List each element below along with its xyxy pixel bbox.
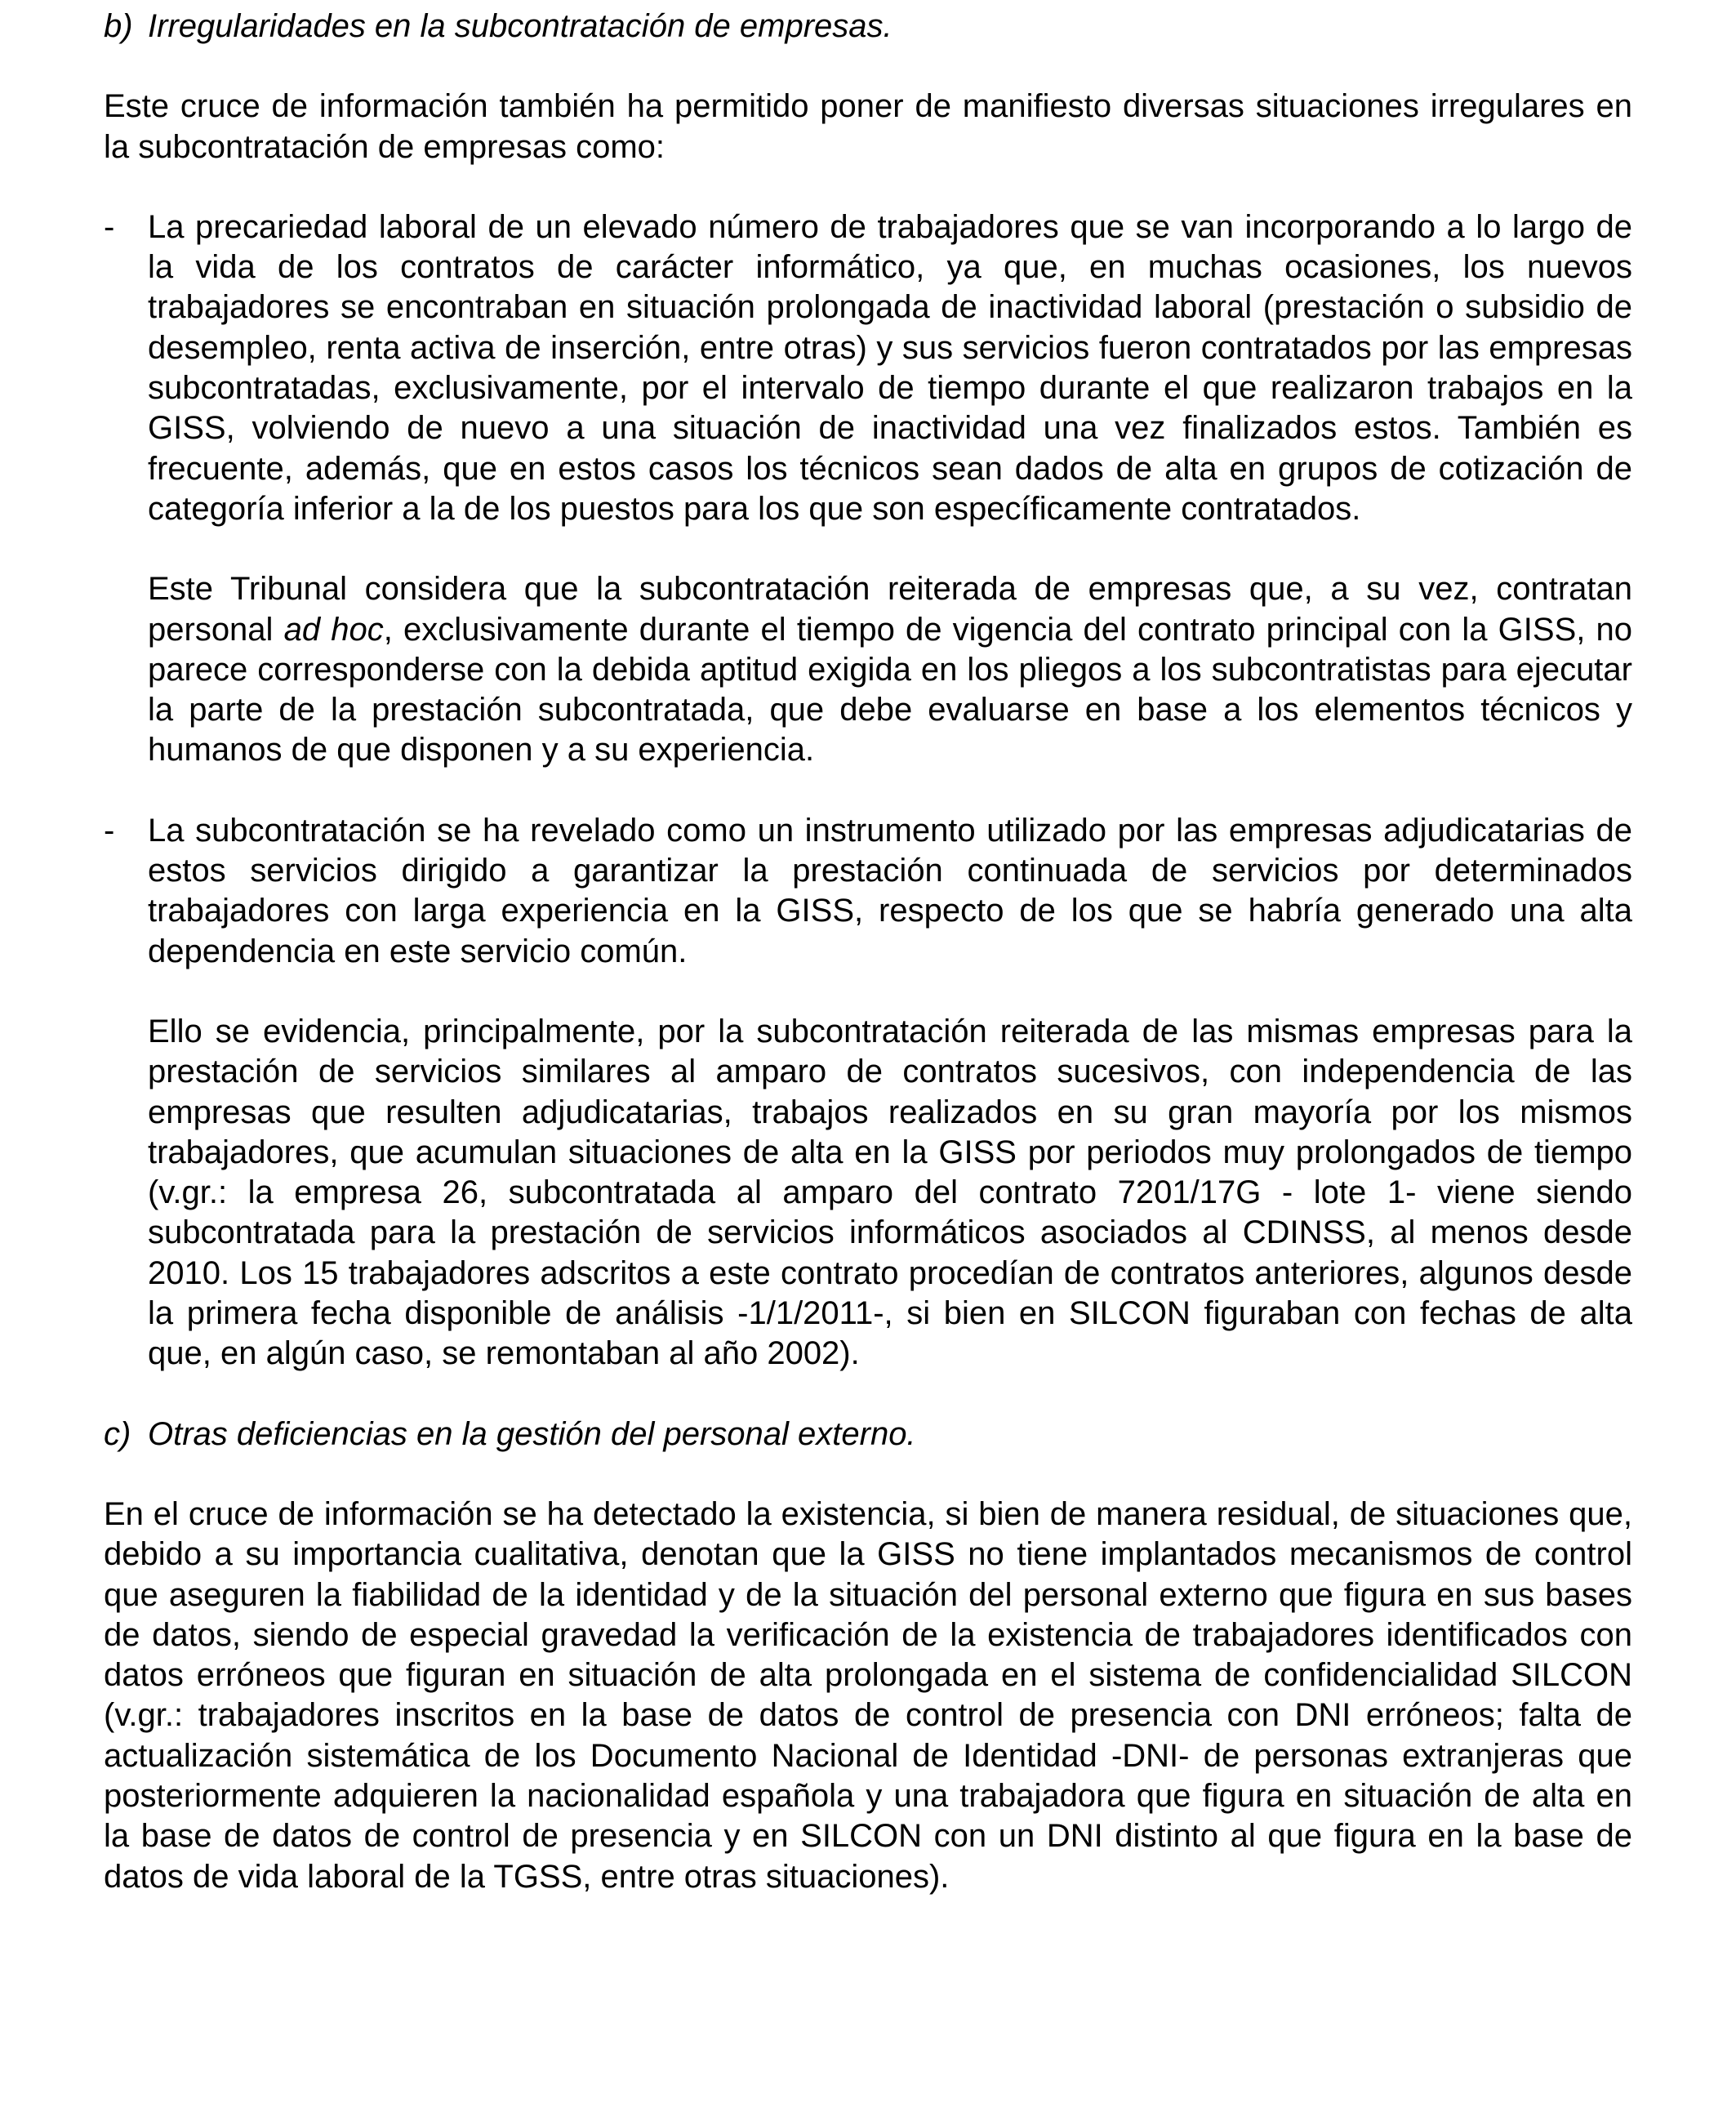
section-c-label: c) xyxy=(104,1415,131,1452)
bullet-1-paragraph-1: La precariedad laboral de un elevado número de trabajadores que se van incorporando a lo largo de la vida de los contratos de carácter informático, ya que, en muchas ocasiones, los nuevos trabajadores se encontraban en situación prolongada de inactividad laboral (prestación o subsidio de desempleo, renta activa de inserción, entre otras) y sus servicios fueron contratados por las empresas subcontratadas, exclusivamente, por el intervalo de tiempo durante el que realizaron trabajos en la GISS, volviendo de nuevo a una situación de inactividad una vez finalizados estos. También es frecuente, además, que en estos casos los técnicos sean dados de alta en grupos de cotización de categoría inferior a la de los puestos para los que son específicamente contratados. xyxy=(148,208,1632,527)
document-page xyxy=(104,7,1632,1897)
bullet-1-p2-italic: ad hoc xyxy=(283,611,384,648)
section-c-heading xyxy=(104,1415,1632,1455)
bullet-1-p2-after: , exclusivamente durante el tiempo de vigencia del contrato principal con la GISS, no parece corresponderse con la debida aptitud exigida en los pliegos a los subcontratistas para ejecutar la parte de la prestación subcontratada, que debe evaluarse en base a los elementos técnicos y humanos de que disponen y a su experiencia. xyxy=(148,611,1632,769)
section-b-intro: Este cruce de información también ha permitido poner de manifiesto diversas situaciones irregulares en la subcontratación de empresas como: xyxy=(104,88,1632,165)
section-b-heading xyxy=(104,7,1632,47)
bullet-2-paragraph-1: La subcontratación se ha revelado como un instrumento utilizado por las empresas adjudicatarias de estos servicios dirigido a garantizar la prestación continuada de servicios por determinados trabajadores con larga experiencia en la GISS, respecto de los que se habría generado una alta dependencia en este servicio común. xyxy=(148,812,1632,969)
bullet-2-paragraph-2: Ello se evidencia, principalmente, por la subcontratación reiterada de las mismas empresas para la prestación de servicios similares al amparo de contratos sucesivos, con independencia de las empresas que resulten adjudicatarias, trabajos realizados en su gran mayoría por los mismos trabajadores, que acumulan situaciones de alta en la GISS por periodos muy prolongados de tiempo (v.gr.: la empresa 26, subcontratada al amparo del contrato 7201/17G - lote 1- viene siendo subcontratada para la prestación de servicios informáticos asociados al CDINSS, al menos desde 2010. Los 15 trabajadores adscritos a este contrato procedían de contratos anteriores, algunos desde la primera fecha disponible de análisis -1/1/2011-, si bien en SILCON figuraban con fechas de alta que, en algún caso, se remontaban al año 2002). xyxy=(148,1013,1632,1372)
bullet-item-1 xyxy=(104,207,1632,529)
bullet-dash: - xyxy=(104,812,115,849)
section-c-title: Otras deficiencias en la gestión del personal externo. xyxy=(148,1415,916,1452)
section-b-title: Irregularidades en la subcontratación de empresas. xyxy=(148,8,892,44)
bullet-1-p2-before: Este Tribunal considera que la subcontratación reiterada de empresas que, a su vez, contratan personal xyxy=(148,571,1632,648)
section-b-label: b) xyxy=(104,8,133,44)
bullet-item-2 xyxy=(104,811,1632,972)
bullet-1-paragraph-2 xyxy=(104,569,1632,770)
bullet-dash: - xyxy=(104,208,115,245)
section-c-paragraph: En el cruce de información se ha detectado la existencia, si bien de manera residual, de situaciones que, debido a su importancia cualitativa, denotan que la GISS no tiene implantados mecanismos de control que aseguren la fiabilidad de la identidad y de la situación del personal externo que figura en sus bases de datos, siendo de especial gravedad la verificación de la existencia de trabajadores identificados con datos erróneos que figuran en situación de alta prolongada en el sistema de confidencialidad SILCON (v.gr.: trabajadores inscritos en la base de datos de control de presencia con DNI erróneos; falta de actualización sistemática de los Documento Nacional de Identidad -DNI- de personas extranjeras que posteriormente adquieren la nacionalidad española y una trabajadora que figura en situación de alta en la base de datos de control de presencia y en SILCON con un DNI distinto al que figura en la base de datos de vida laboral de la TGSS, entre otras situaciones). xyxy=(104,1495,1632,1895)
